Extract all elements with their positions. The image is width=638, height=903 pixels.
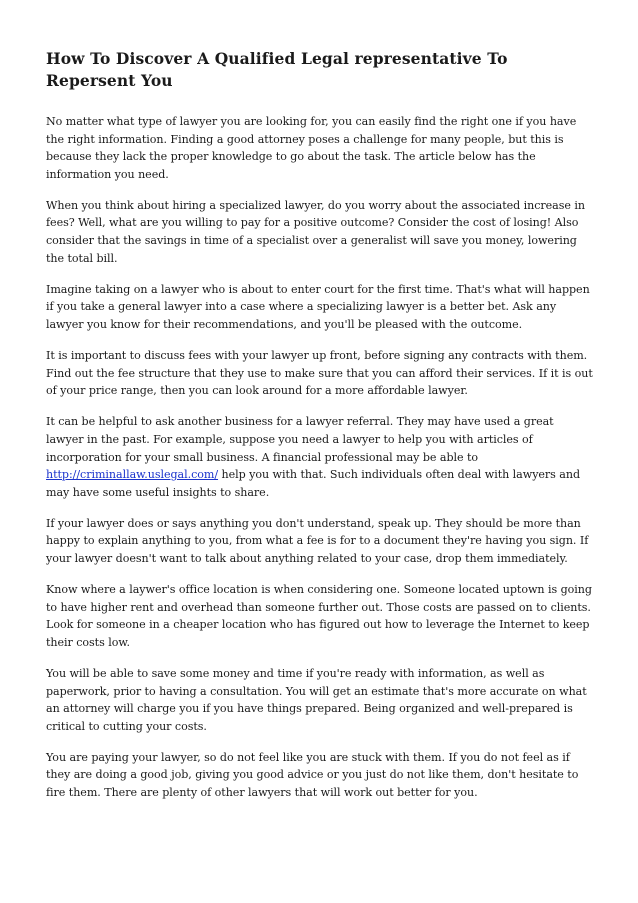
paragraph: Imagine taking on a lawyer who is about to enter court for the first time. That's what will happen if you take a general lawyer into a case where a specializing lawyer is a better bet. Ask any lawyer you know for their recommendations, and you'll be pleased with the outcome. [46,282,590,331]
paragraph-text-after-link: help you with that. Such individuals often deal with lawyers and may have some useful insights to share. [46,468,581,499]
referral-link[interactable]: http://criminallaw.uslegal.com/ [46,468,219,482]
paragraph: Know where a laywer's office location is when considering one. Someone located uptown is going to have higher rent and overhead than someone further out. Those costs are passed on to clients. Look for someone in a cheaper location who has figured out how to leverage the Internet to keep their costs low. [46,583,592,649]
paragraph: You will be able to save some money and time if you're ready with information, as well as paperwork, prior to having a consultation. You will get an estimate that's more accurate on what an attorney will charge you if you have things prepared. Being organized and well-prepared is critical to cutting your costs. [46,666,587,733]
paragraph: If your lawyer does or says anything you don't understand, speak up. They should be more than happy to explain anything to you, from what a fee is for to a document they're having you sign. If your lawyer doesn't want to talk about anything related to your case, drop them immediately. [46,516,589,565]
paragraph: You are paying your lawyer, so do not feel like you are stuck with them. If you do not feel as if they are doing a good job, giving you good advice or you just do not like them, don't hesitate to fire them. There are plenty of other lawyers that will work out better for you. [46,750,579,799]
paragraph: It is important to discuss fees with your lawyer up front, before signing any contracts with them. Find out the fee structure that they use to make sure that you can afford their services. If it is out of your price range, then you can look around for a more affordable lawyer. [46,349,593,398]
paragraph-text-before-link: It can be helpful to ask another business for a lawyer referral. They may have used a great lawyer in the past. For example, suppose you need a lawyer to help you with articles of incorporation for your small business. A financial professional may be able to [46,415,554,464]
document-title: How To Discover A Qualified Legal representative To Repersent You [46,49,508,90]
paragraph: No matter what type of lawyer you are looking for, you can easily find the right one if you have the right information. Finding a good attorney poses a challenge for many people, but this is because they lack the proper knowledge to go about the task. The article below has the information you need. [46,115,577,181]
document-page [46,48,594,815]
paragraph: When you think about hiring a specialized lawyer, do you worry about the associated increase in fees? Well, what are you willing to pay for a positive outcome? Consider the cost of losing! Also consider that the savings in time of a specialist over a generalist will save you money, lowering the total bill. [46,198,585,265]
paragraph-with-link [46,413,594,501]
